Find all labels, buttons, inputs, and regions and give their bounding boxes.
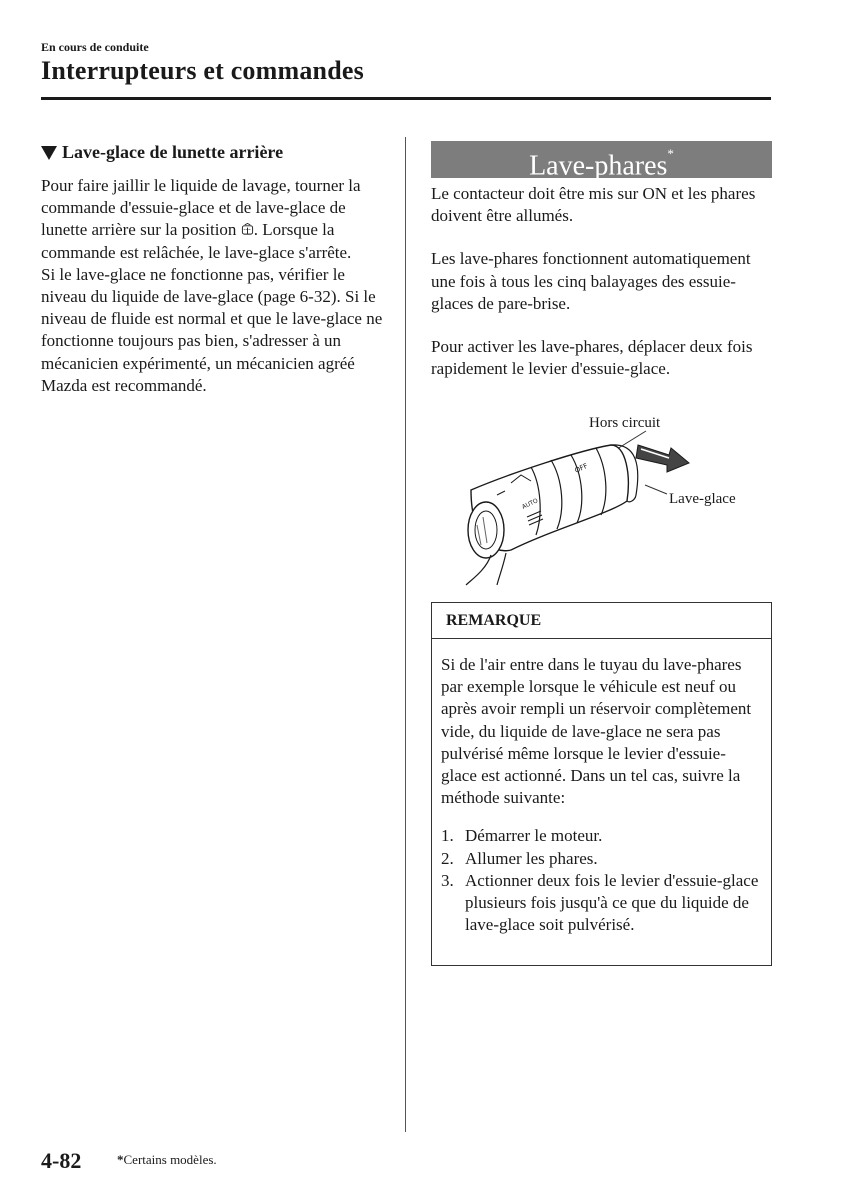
note-body: [432, 639, 771, 936]
step-number: 1.: [441, 826, 454, 846]
subsection-heading-text: Lave-glace de lunette arrière: [62, 142, 284, 162]
footnote-text: Certains modèles.: [123, 1152, 217, 1167]
headlamp-washer-activate: Pour activer les lave-phares, déplacer deux fois rapidement le levier d'essuie-glace.: [431, 337, 753, 379]
note-box: [431, 602, 772, 966]
wiper-lever-illustration: [431, 405, 772, 590]
lever-auto-mark: AUTO: [520, 497, 540, 511]
column-divider: [405, 137, 406, 1132]
banner-asterisk: *: [667, 146, 674, 161]
section-banner: [431, 141, 772, 182]
washer-troubleshoot-text: Si le lave-glace ne fonctionne pas, vérifier le niveau du liquide de lave-glace (page 6-32). Si le niveau de fluide est normal et que le lave-glace ne fonctionne toujours pas bien, s'adresser à un mécanicien expérimenté, un mécanicien agréé Mazda est recommandé.: [41, 264, 383, 395]
lever-off-mark: OFF: [573, 461, 590, 475]
footnote-mark: *: [117, 1152, 124, 1167]
rear-washer-icon: [241, 223, 254, 236]
subsection-heading: [41, 142, 386, 163]
note-text: Si de l'air entre dans le tuyau du lave-phares par exemple lorsque le véhicule est neuf ou après avoir rempli un réservoir complètement vide, du liquide de lave-glace ne sera pas pulvérisé même lorsque le levier d'essuie-glace est actionné. Dans un tel cas, suivre la méthode suivante:: [441, 655, 752, 808]
step-text: Allumer les phares.: [465, 848, 598, 868]
list-item: [441, 825, 761, 847]
note-header: REMARQUE: [432, 603, 771, 639]
headlamp-washer-condition: Le contacteur doit être mis sur ON et les phares doivent être allumés.: [431, 184, 756, 226]
rear-washer-paragraph: [41, 175, 386, 397]
list-item: [441, 870, 761, 937]
label-off-position: Hors circuit: [589, 415, 661, 431]
step-text: Actionner deux fois le levier d'essuie-glace plusieurs fois jusqu'à ce que du liquide de lave-glace soit pulvérisé.: [465, 870, 759, 935]
label-washer-position: Lave-glace: [669, 491, 736, 507]
list-item: [441, 848, 761, 870]
rear-washer-text-2: . Lorsque la commande est relâchée, le lave-glace s'arrête.: [41, 220, 352, 262]
triangle-bullet-icon: [41, 146, 57, 160]
section-label: En cours de conduite: [41, 40, 149, 54]
footnote: [117, 1152, 217, 1168]
step-number: 2.: [441, 848, 454, 868]
step-number: 3.: [441, 870, 454, 890]
header-rule: [41, 97, 771, 100]
note-steps: [441, 825, 761, 936]
step-text: Démarrer le moteur.: [465, 826, 603, 846]
rear-washer-text-1: Pour faire jaillir le liquide de lavage, tourner la commande d'essuie-glace et de lave-glace de lunette arrière sur la position: [41, 176, 361, 240]
right-column: [431, 141, 772, 380]
page-title: Interrupteurs et commandes: [41, 56, 364, 85]
banner-title: Lave-phares: [529, 150, 668, 182]
page-number: 4-82: [41, 1148, 82, 1173]
left-column: [41, 142, 386, 397]
headlamp-washer-auto: Les lave-phares fonctionnent automatiquement une fois à tous les cinq balayages des essuie-glaces de pare-brise.: [431, 249, 751, 313]
